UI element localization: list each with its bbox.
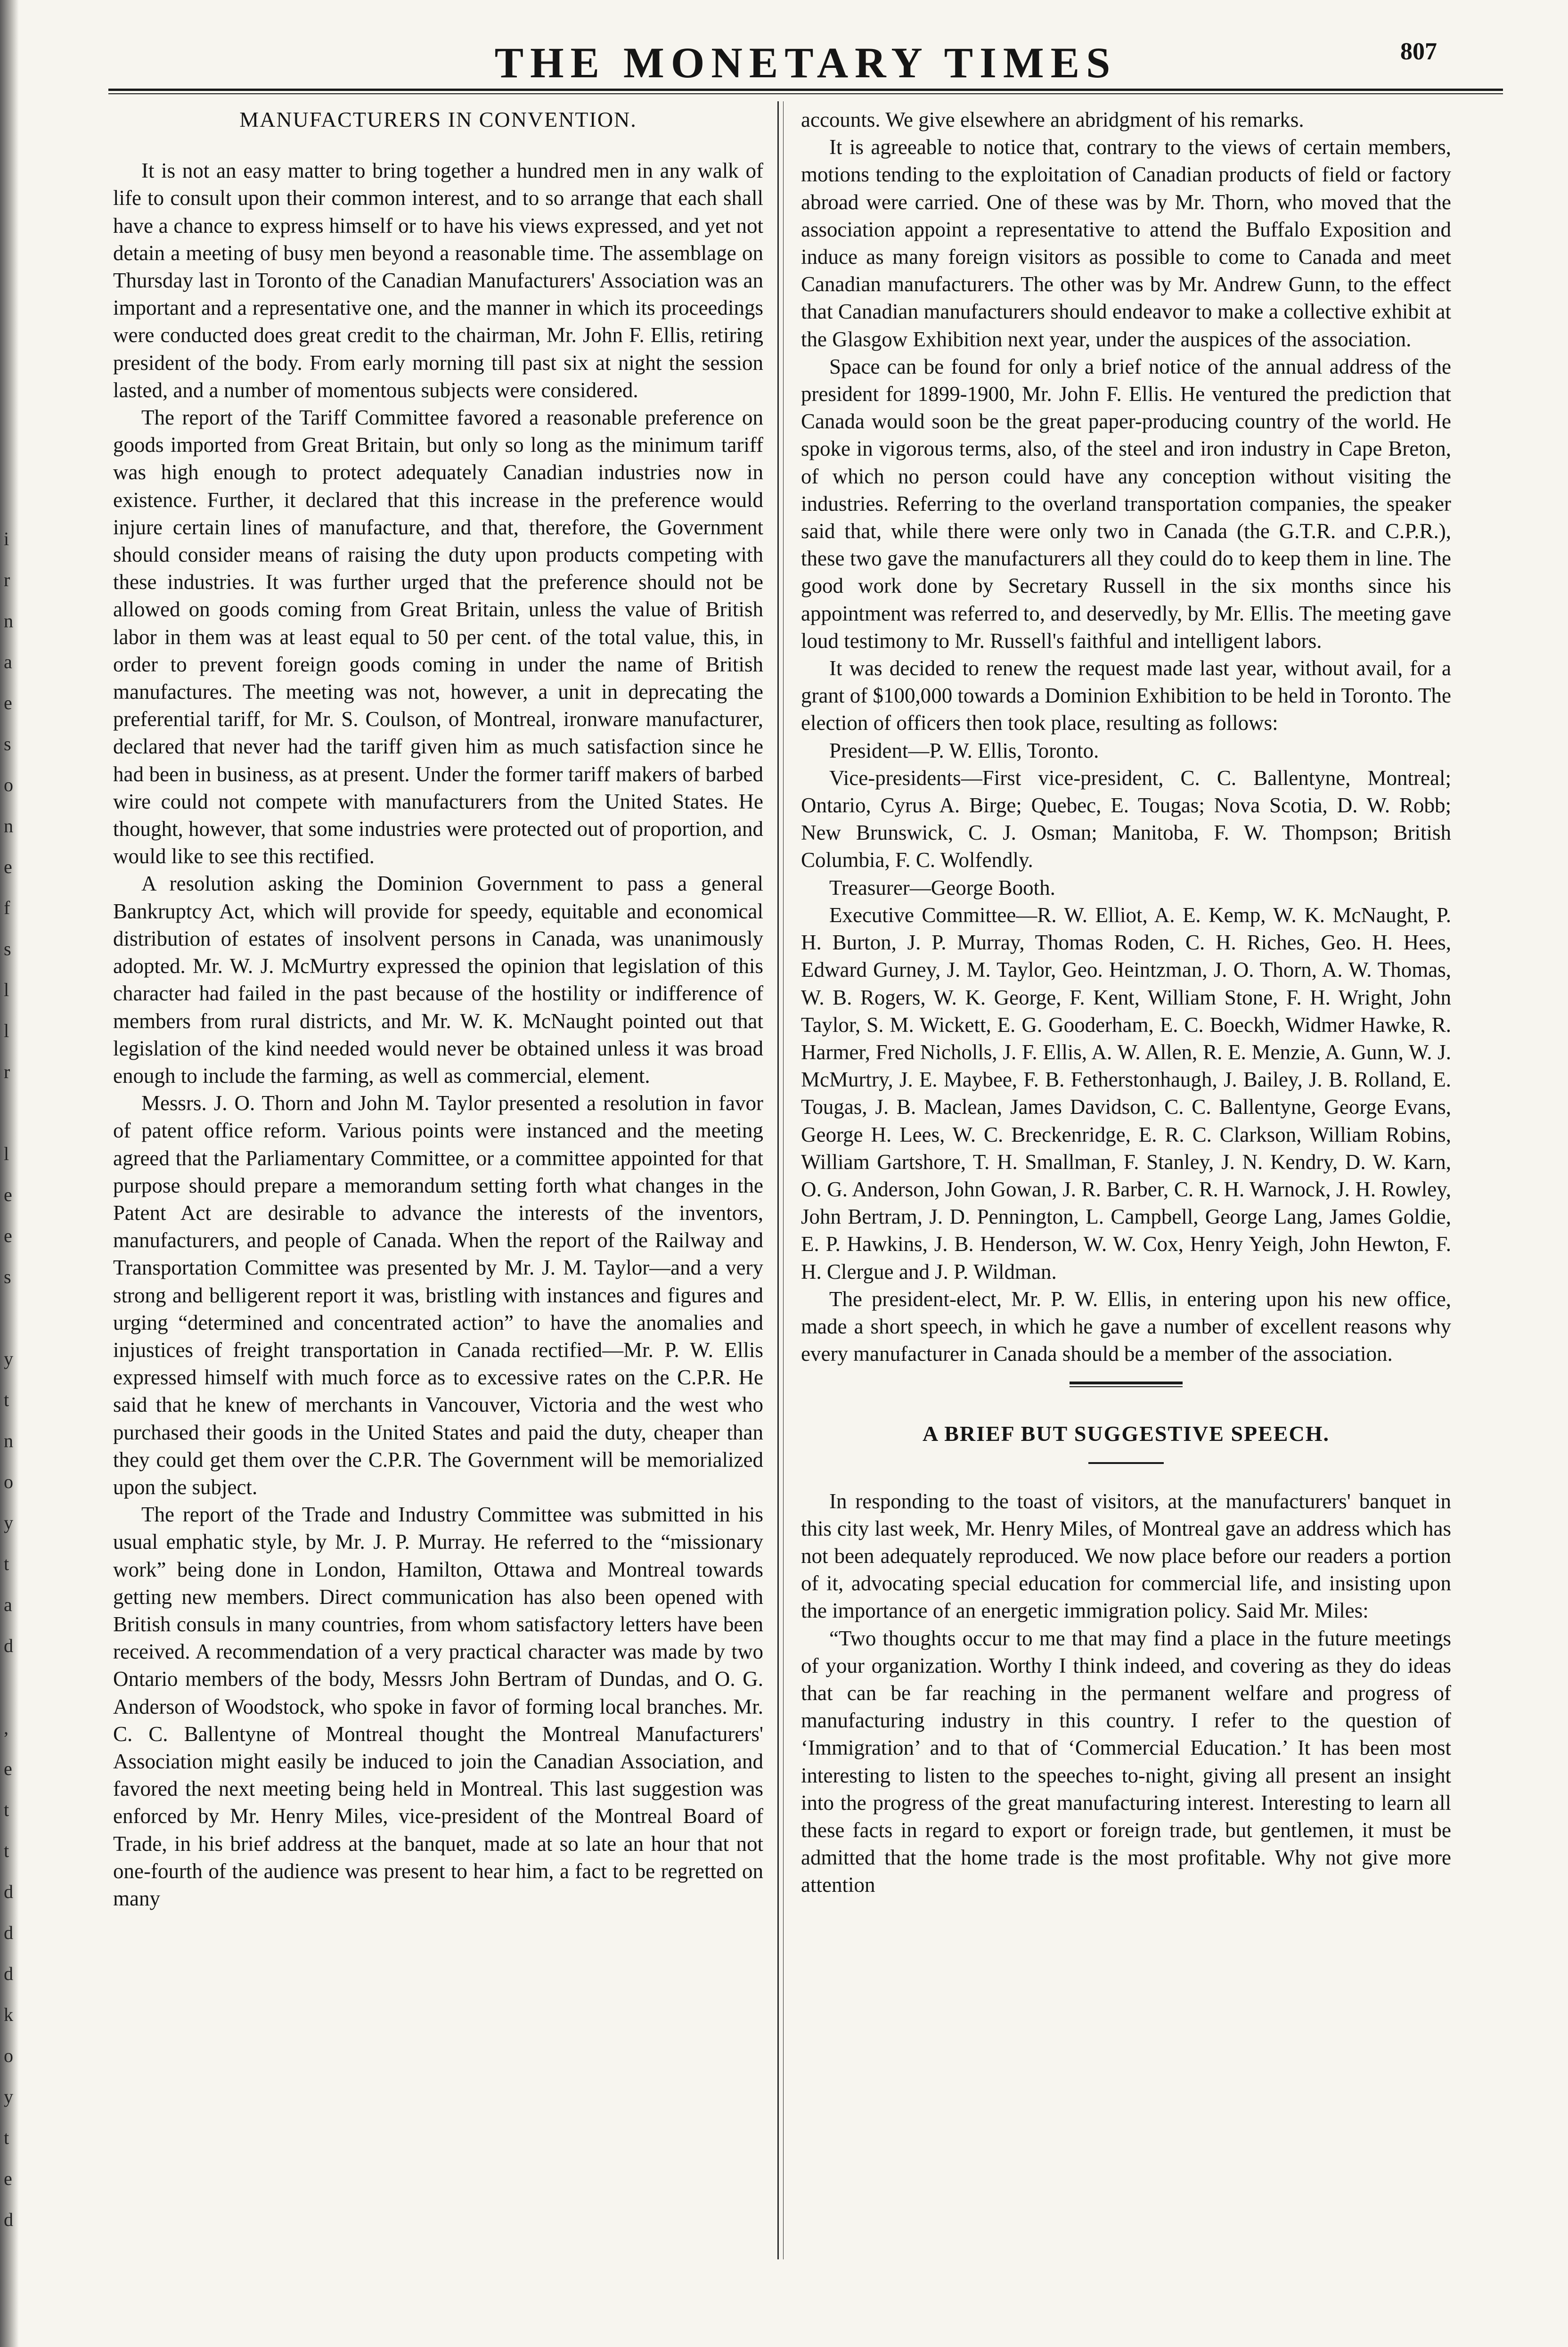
edge-letter: n (4, 1430, 13, 1451)
edge-letter: o (4, 774, 13, 795)
edge-letter (4, 1297, 18, 1338)
edge-letter (4, 1092, 18, 1133)
article2-paragraph: In responding to the toast of visitors, at the manufacturers' banquet in this city last week, Mr. Henry Miles, of Montreal gave an address which has not been adequately reproduced. We now place before our readers a portion of it, advocating special education for commercial life, and insisting upon the importance of an energetic immigration policy. Said Mr. Miles: (801, 1489, 1451, 1623)
edge-letter: y (4, 1348, 13, 1369)
edge-letter: i (4, 528, 9, 549)
article1-continuation: Space can be found for only a brief notice of the annual address of the president for 1899-1900, Mr. John F. Ellis. He ventured the prediction that Canada would soon be the great paper-producing country of the world. He spoke in vigorous terms, also, of the steel and iron industry in Cape Breton, of which no person could have any conception without visiting the industries. Referring to the overland transportation companies, the speaker said that, while there were only two in Canada (the G.T.R. and C.P.R.), these two gave the manufacturers all they could do to keep them in line. The good work done by Secretary Russell in the six months since his appointment was referred to, and deservedly, by Mr. Ellis. The meeting gave loud testimony to Mr. Russell's faithful and intelligent labors. (801, 354, 1451, 653)
edge-letter: e (4, 2168, 12, 2189)
edge-letter: k (4, 2004, 13, 2025)
edge-letter: n (4, 815, 13, 836)
edge-letter: f (4, 897, 10, 918)
edge-letter: d (4, 1922, 13, 1943)
right-column (801, 106, 1451, 1899)
edge-letter: o (4, 1471, 13, 1492)
page-number: 807 (1400, 38, 1437, 65)
officer-entry: Treasurer—George Booth. (829, 875, 1055, 900)
article1-paragraph: A resolution asking the Dominion Government to pass a general Bankruptcy Act, which will provide for speedy, equitable and economical distribution of estates of insolvent persons in Canada, was unanimously adopted. Mr. W. J. McMurtry expressed the opinion that legislation of this character had failed in the past because of the hostility or indifference of members from rural districts, and Mr. W. K. McNaught pointed out that legislation of the kind needed would never be obtained unless it was broad enough to include the farming, as well as commercial, element. (113, 872, 763, 1088)
edge-letter: y (4, 1512, 13, 1533)
article-headline-manufacturers: MANUFACTURERS IN CONVENTION. (239, 107, 637, 131)
officer-entry: Vice-presidents—First vice-president, C. C. Ballentyne, Montreal; Ontario, Cyrus A. Birge; Quebec, E. Tougas; Nova Scotia, D. W. Robb; New Brunswick, C. J. Osman; Manitoba, F. W. Thompson; British Columbia, F. C. Wolfendly. (801, 766, 1451, 872)
article1-paragraph: Messrs. J. O. Thorn and John M. Taylor presented a resolution in favor of patent office reform. Various points were instanced and the meeting agreed that the Parliamentary Committee, or a committee appointed for that purpose should prepare a memorandum setting forth what changes in the Patent Act are desirable to advance the interests of the inventors, manufacturers, and people of Canada. When the report of the Railway and Transportation Committee was presented by Mr. J. M. Taylor—and a very strong and belligerent report it was, bristling with instances and figures and urging “determined and concentrated action” to have the anomalies and injustices of freight transportation in Canada rectified—Mr. P. W. Ellis expressed himself with much force as to excessive rates on the C.P.R. He said that he knew of merchants in Vancouver, Victoria and the west who purchased their goods in the United States and paid the duty, cheaper than they could get them over the C.P.R. The Government will be memorialized upon the subject. (113, 1091, 763, 1499)
edge-letter: n (4, 610, 13, 631)
article1-paragraph: The report of the Tariff Committee favored a reasonable preference on goods imported from Great Britain, but only so long as the minimum tariff was high enough to protect adequately Canadian industries now in existence. Further, it declared that this increase in the preference would injure certain lines of manufacture, and that, therefore, the Government should consider means of raising the duty upon products competing with these industries. It was further urged that the preference should not be allowed on goods coming from Great Britain, unless the value of British labor in them was at least equal to 50 per cent. of the total value, this, in order to prevent foreign goods coming in under the name of British manufactures. The meeting was not, however, a unit in deprecating the preferential tariff, for Mr. S. Coulson, of Montreal, ironware manufacturer, declared that never had the tariff given him as much satisfaction since he had been in business, as at present. Under the former tariff makers of barbed wire could not compete with manufacturers from the United States. He thought, however, that some industries were protected out of proportion, and would like to see this rectified. (113, 406, 763, 868)
article-headline-speech: A BRIEF BUT SUGGESTIVE SPEECH. (923, 1422, 1330, 1446)
edge-letter: t (4, 1840, 9, 1861)
adjacent-page-letters (4, 518, 18, 2240)
article1-continuation: accounts. We give elsewhere an abridgment of his remarks. (801, 108, 1304, 131)
edge-letter: s (4, 733, 11, 754)
article1-paragraph: It is not an easy matter to bring together a hundred men in any walk of life to consult upon their common interest, and to so arrange that each shall have a chance to express himself or to have his views expressed, and yet not detain a meeting of busy men beyond a reasonable time. The assemblage on Thursday last in Toronto of the Canadian Manufacturers' Association was an important and a representative one, and the manner in which its proceedings were conducted does great credit to the chairman, Mr. John F. Ellis, retiring president of the body. From early morning till past six at night the session lasted, and a number of momentous subjects were considered. (113, 159, 763, 402)
edge-letter: s (4, 1266, 11, 1287)
officer-entry: President—P. W. Ellis, Toronto. (829, 738, 1099, 762)
article1-paragraph: The report of the Trade and Industry Committee was submitted in his usual emphatic style, by Mr. J. P. Murray. He referred to the “missionary work” being done in London, Hamilton, Ottawa and Montreal towards getting new members. Direct communication has also been opened with British consuls in many countries, from whom satisfactory letters have been received. A recommendation of a very practical character was made by two Ontario members of the body, Messrs John Bertram of Dundas, and O. G. Anderson of Woodstock, who spoke in favor of forming local branches. Mr. C. C. Ballentyne of Montreal thought the Montreal Manufacturers' Association might easily be induced to join the Canadian Association, and favored the next meeting being held in Montreal. This last suggestion was enforced by Mr. Henry Miles, vice-president of the Montreal Board of Trade, in his brief address at the banquet, made at so late an hour that not one-fourth of the audience was present to hear him, a fact to be regretted on many (113, 1503, 763, 1910)
left-column (113, 106, 763, 1912)
edge-letter: d (4, 1963, 13, 1984)
masthead-rule (108, 89, 1503, 94)
edge-letter: , (4, 1717, 8, 1738)
edge-letter (4, 1666, 18, 1707)
edge-letter: d (4, 2209, 13, 2230)
edge-letter: r (4, 569, 10, 590)
edge-letter: t (4, 2127, 9, 2148)
column-divider (777, 101, 779, 2259)
edge-letter: l (4, 979, 9, 1000)
edge-letter: o (4, 2045, 13, 2066)
column-divider-thin (783, 101, 784, 2259)
edge-letter: t (4, 1799, 9, 1820)
edge-letter: e (4, 1758, 12, 1779)
article-separator (1070, 1382, 1183, 1387)
edge-letter: r (4, 1061, 10, 1082)
masthead (122, 28, 1489, 94)
edge-letter: s (4, 938, 11, 959)
edge-letter: a (4, 1594, 12, 1615)
edge-letter: l (4, 1020, 9, 1041)
article1-continuation: It was decided to renew the request made last year, without avail, for a grant of $100,000 towards a Dominion Exhibition to be held in Toronto. The election of officers then took place, resulting as follows: (801, 656, 1452, 735)
edge-letter: d (4, 1635, 13, 1656)
officer-entry: Executive Committee—R. W. Elliot, A. E. Kemp, W. K. McNaught, P. H. Burton, J. P. Murray, Thomas Roden, C. H. Riches, Geo. H. Hees, Edward Gurney, J. M. Taylor, Geo. Heintzman, J. O. Thorn, A. W. Thomas, W. B. Rogers, W. K. George, F. Kent, William Stone, F. H. Wright, John Taylor, S. M. Wickett, E. G. Gooderham, E. C. Boeckh, Widmer Hawke, R. Harmer, Fred Nicholls, J. F. Ellis, A. W. Allen, R. E. Menzie, A. Gunn, W. J. McMurtry, J. E. Maybee, F. B. Fetherstonhaugh, J. Bailey, J. B. Rolland, E. Tougas, J. B. Maclean, James Davidson, C. C. Ballentyne, George Evans, George H. Lees, W. C. Breckenridge, E. R. C. Clarkson, William Robins, William Gartshore, T. H. Smallman, F. Stanley, J. N. Kendry, D. W. Karn, O. G. Anderson, John Gowan, J. R. Barber, C. R. H. Warnock, J. H. Rowley, John Bertram, J. D. Pennington, L. Campbell, George Lang, James Goldie, E. P. Hawkins, J. B. Henderson, W. W. Cox, Henry Yeigh, John Hewton, F. H. Clergue and J. P. Wildman. (801, 903, 1451, 1284)
headline-rule (1088, 1462, 1164, 1464)
edge-letter: t (4, 1553, 9, 1574)
edge-letter: e (4, 692, 12, 713)
edge-letter: d (4, 1881, 13, 1902)
edge-letter: y (4, 2086, 13, 2107)
edge-letter: a (4, 651, 12, 672)
edge-letter: e (4, 1184, 12, 1205)
article2-paragraph: “Two thoughts occur to me that may find a place in the future meetings of your organization. Worthy I think indeed, and covering as they do ideas that can be far reaching in the permanent welfare and progress of manufacturing industry in this country. I refer to the question of ‘Immigration’ and to that of ‘Commercial Education.’ It has been most interesting to listen to the speeches to-night, giving all present an insight into the progress of the great manufacturing interest. Interesting to learn all these facts in regard to export or foreign trade, but gentlemen, it must be admitted that the home trade is the most profitable. Why not give more attention (801, 1626, 1451, 1897)
edge-letter: e (4, 856, 12, 877)
masthead-title: THE MONETARY TIMES (494, 39, 1117, 87)
article1-continuation: It is agreeable to notice that, contrary to the views of certain members, motions tending to the exploitation of Canadian products of field or factory abroad were carried. One of these was by Mr. Thorn, who moved that the association appoint a representative to attend the Buffalo Exposition and induce as many foreign visitors as possible to come to Canada and meet Canadian manufacturers. The other was by Mr. Andrew Gunn, to the effect that Canadian manufacturers should endeavor to make a collective exhibit at the Glasgow Exhibition next year, under the auspices of the association. (801, 135, 1451, 351)
edge-letter: e (4, 1225, 12, 1246)
edge-letter: l (4, 1143, 9, 1164)
article1-closing: The president-elect, Mr. P. W. Ellis, in entering upon his new office, made a short speech, in which he gave a number of excellent reasons why every manufacturer in Canada should be a member of the association. (801, 1287, 1451, 1366)
edge-letter: t (4, 1389, 9, 1410)
